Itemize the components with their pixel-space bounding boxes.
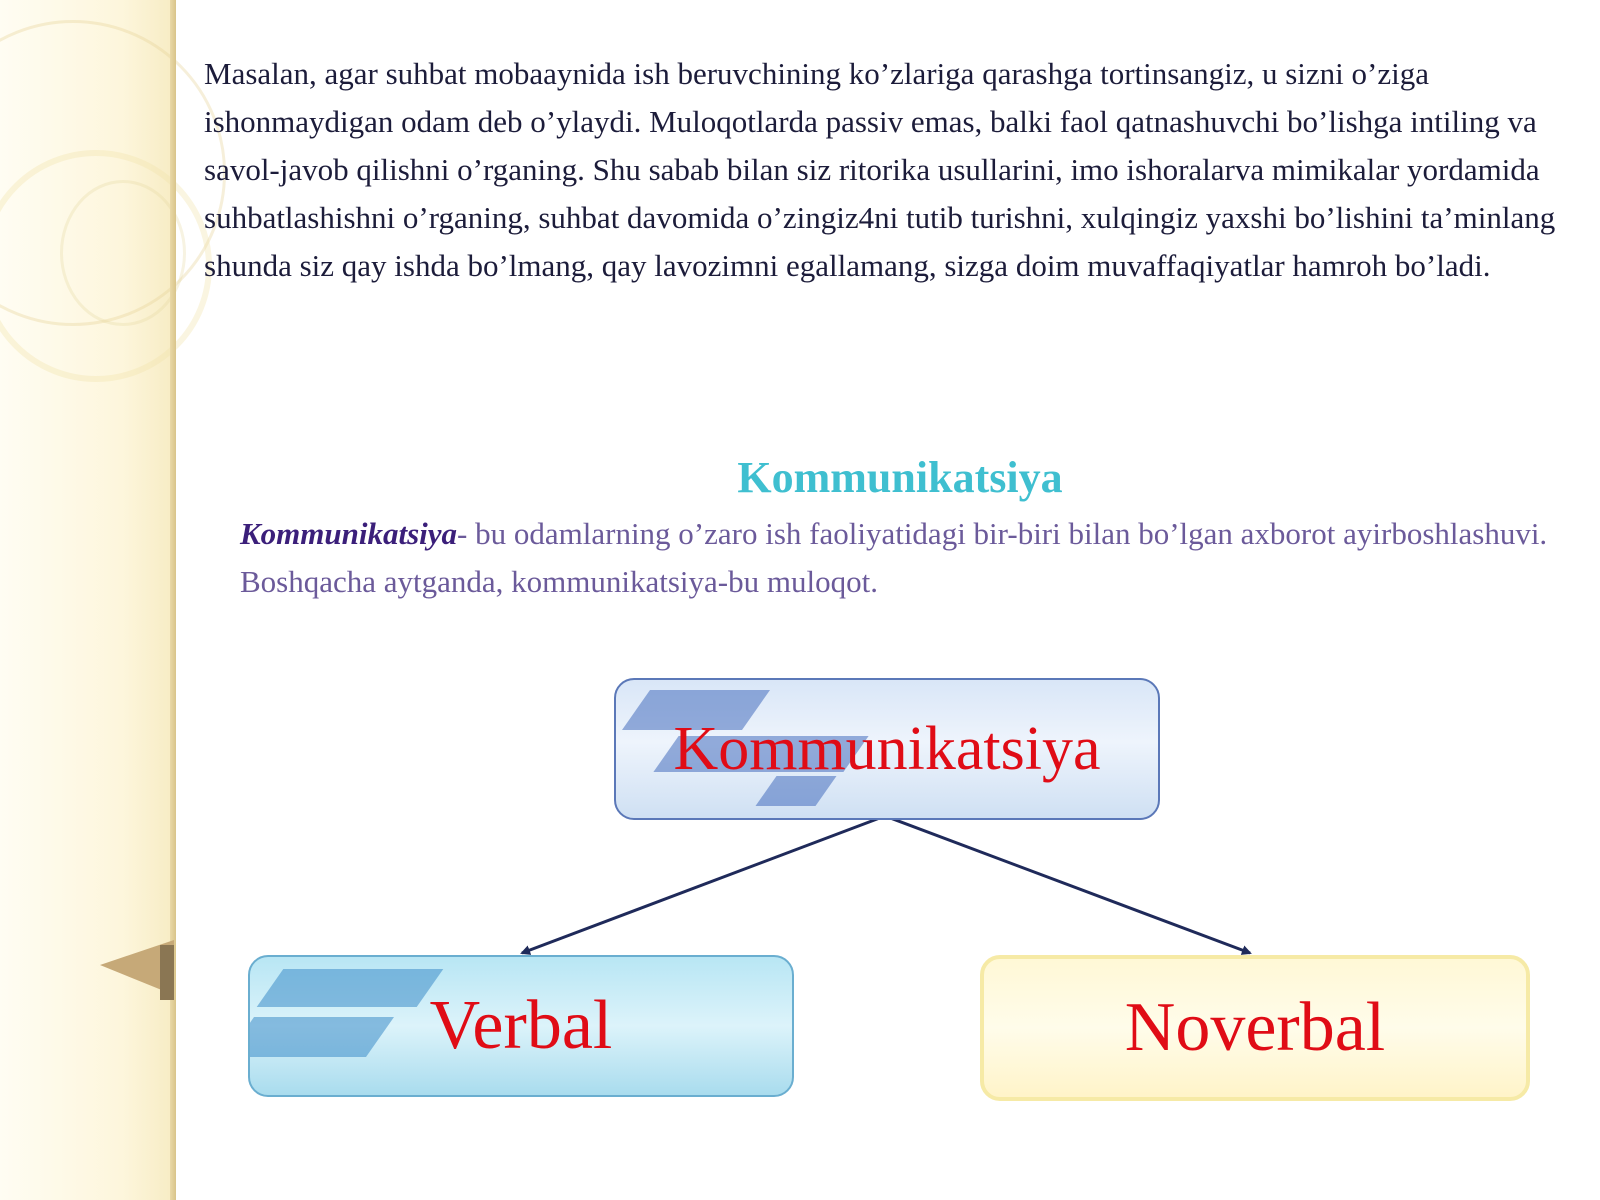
definition-text: [240, 510, 1560, 606]
decorative-tab-edge: [160, 945, 174, 1000]
diagram-node-root: [614, 678, 1160, 820]
node-label-verbal: Verbal: [429, 987, 613, 1064]
diagram-node-verbal: [248, 955, 794, 1097]
left-decorative-strip: [0, 0, 174, 1200]
connector-root-to-noverbal: [885, 816, 1250, 953]
intro-paragraph: Masalan, agar suhbat mobaaynida ish beruvchining ko’zlariga qarashga tortinsangiz, u sizni o’ziga ishonmaydigan odam deb o’ylaydi. Muloqotlarda passiv emas, balki faol qatnashuvchi bo’lishga intiling va savol-javob qilishni o’rganing. Shu sabab bilan siz ritorika usullarini, imo ishoralarva mimikalar yordamida suhbatlashishni o’rganing, suhbat davomida o’zingiz4ni tutib turishni, xulqingiz yaxshi bo’lishini ta’minlang shunda siz qay ishda bo’lmang, qay lavozimni egallamang, sizga doim muvaffaqiyatlar hamroh bo’ladi.: [204, 56, 1556, 283]
node-decoration: [257, 969, 444, 1007]
diagram-node-noverbal: [980, 955, 1530, 1101]
decorative-circle: [60, 180, 186, 326]
node-label-noverbal: Noverbal: [1124, 989, 1386, 1066]
strip-border: [170, 0, 176, 1200]
definition-body: - bu odamlarning o’zaro ish faoliyatidagi bir-biri bilan bo’lgan axborot ayirboshlashuvi. Boshqacha aytganda, kommunikatsiya-bu muloqot.: [240, 516, 1548, 599]
node-decoration: [248, 1017, 394, 1057]
section-title: Kommunikatsiya: [737, 453, 1063, 502]
definition-term: Kommunikatsiya: [240, 516, 458, 551]
node-label-root: Kommunikatsiya: [673, 714, 1101, 783]
connector-root-to-verbal: [522, 816, 885, 953]
